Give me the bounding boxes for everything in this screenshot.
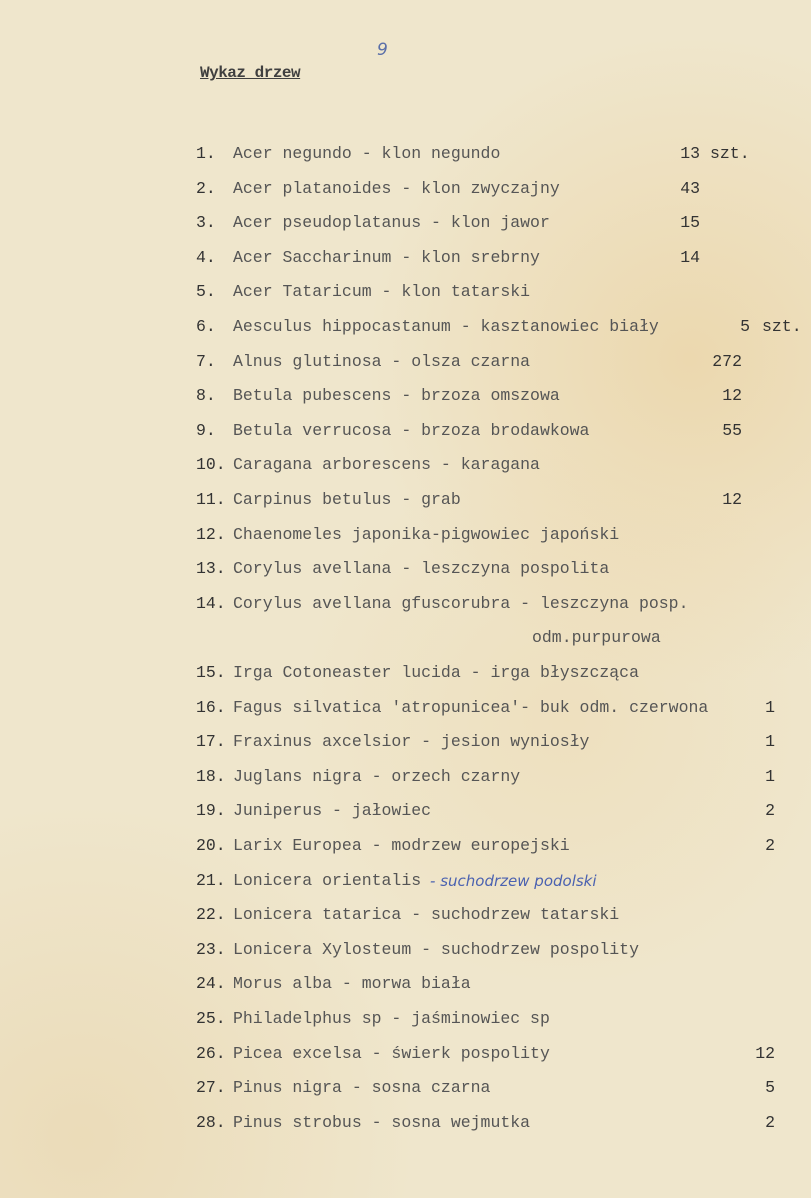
- item-count: 12: [755, 1043, 775, 1063]
- item-number: 13.: [196, 559, 226, 579]
- item-number: 15.: [196, 663, 226, 682]
- list-item: [0, 142, 811, 166]
- list-item: [0, 661, 811, 685]
- list-item: [0, 1042, 811, 1066]
- item-name: Acer pseudoplatanus - klon jawor: [233, 213, 550, 233]
- item-name: Acer negundo - klon negundo: [233, 144, 501, 163]
- item-name: Fraxinus axcelsior - jesion wyniosły: [233, 732, 590, 752]
- list-item: [0, 557, 811, 581]
- item-name: Pinus nigra - sosna czarna: [233, 1078, 491, 1098]
- document-title: Wykaz drzew: [200, 64, 301, 82]
- item-name: Caragana arborescens - karagana: [233, 455, 540, 475]
- item-number: 27.: [196, 1078, 226, 1098]
- item-name: Philadelphus sp - jaśminowiec sp: [233, 1009, 550, 1028]
- list-item: [0, 453, 811, 477]
- list-item: [0, 384, 811, 408]
- list-item: [0, 903, 811, 927]
- item-name: Larix Europea - modrzew europejski: [233, 836, 570, 855]
- item-number: 20.: [196, 836, 226, 855]
- item-name: Lonicera orientalis: [233, 870, 422, 890]
- item-name: Betula verrucosa - brzoza brodawkowa: [233, 420, 590, 440]
- item-count: 13: [680, 144, 700, 163]
- list-item: [0, 696, 811, 720]
- item-name: Acer Saccharinum - klon srebrny: [233, 247, 540, 267]
- item-name: Betula pubescens - brzoza omszowa: [233, 386, 560, 406]
- item-count: 2: [765, 1112, 775, 1132]
- item-count: 1: [765, 732, 775, 752]
- item-number: 5.: [196, 282, 216, 302]
- item-number: 7.: [196, 351, 216, 371]
- item-name: Carpinus betulus - grab: [233, 490, 461, 509]
- item-name: Lonicera Xylosteum - suchodrzew pospolity: [233, 939, 639, 959]
- item-name: Acer platanoides - klon zwyczajny: [233, 178, 560, 198]
- list-item: [0, 350, 811, 374]
- item-count: 2: [765, 836, 775, 855]
- list-item: [0, 1111, 811, 1135]
- item-number: 24.: [196, 974, 226, 994]
- item-number: 26.: [196, 1043, 226, 1063]
- list-item: [0, 211, 811, 235]
- list-item: [0, 869, 811, 893]
- item-number: 8.: [196, 386, 216, 406]
- list-item: [0, 488, 811, 512]
- item-number: 6.: [196, 317, 216, 336]
- item-name: Lonicera tatarica - suchodrzew tatarski: [233, 905, 620, 925]
- item-name: Alnus glutinosa - olsza czarna: [233, 351, 531, 371]
- list-item: [0, 1007, 811, 1031]
- item-count: 1: [765, 697, 775, 717]
- item-name: Irga Cotoneaster lucida - irga błyszcząca: [233, 663, 639, 682]
- list-item: [0, 938, 811, 962]
- item-number: 3.: [196, 213, 216, 233]
- item-count: 272: [712, 351, 742, 371]
- list-item: [0, 765, 811, 789]
- item-number: 11.: [196, 490, 226, 509]
- list-item: [0, 523, 811, 547]
- item-count: 15: [680, 213, 700, 233]
- item-count: 12: [722, 490, 742, 509]
- list-item: [0, 972, 811, 996]
- item-number: 28.: [196, 1112, 226, 1132]
- item-count: 12: [722, 386, 742, 406]
- item-name: Acer Tataricum - klon tatarski: [233, 282, 531, 302]
- item-name: Pinus strobus - sosna wejmutka: [233, 1112, 531, 1132]
- item-number: 18.: [196, 766, 226, 786]
- item-number: 1.: [196, 144, 216, 163]
- item-name: Chaenomeles japonika-pigwowiec japoński: [233, 524, 620, 544]
- item-count: 5: [765, 1078, 775, 1098]
- item-unit: szt.: [762, 317, 802, 336]
- item-name: Picea excelsa - świerk pospolity: [233, 1043, 550, 1063]
- item-number: 14.: [196, 593, 226, 613]
- item-number: 16.: [196, 697, 226, 717]
- list-item: [0, 177, 811, 201]
- item-count: 43: [680, 178, 700, 198]
- item-name: Aesculus hippocastanum - kasztanowiec biały: [233, 317, 659, 336]
- item-name: Juniperus - jałowiec: [233, 801, 432, 821]
- list-item: [0, 592, 811, 616]
- item-name-continuation: odm.purpurowa: [532, 628, 661, 648]
- item-name: Fagus silvatica 'atropunicea'- buk odm. czerwona: [233, 697, 709, 717]
- item-count: 55: [722, 420, 742, 440]
- list-item: [0, 419, 811, 443]
- list-item: [0, 834, 811, 858]
- item-number: 4.: [196, 247, 216, 267]
- item-number: 12.: [196, 524, 226, 544]
- item-name: Corylus avellana - leszczyna pospolita: [233, 559, 610, 579]
- item-unit: szt.: [710, 144, 750, 163]
- item-count: 14: [680, 247, 700, 267]
- item-number: 17.: [196, 732, 226, 752]
- item-number: 25.: [196, 1009, 226, 1028]
- item-number: 22.: [196, 905, 226, 925]
- item-number: 10.: [196, 455, 226, 475]
- page-number: 9: [377, 40, 388, 60]
- item-name: Morus alba - morwa biała: [233, 974, 471, 994]
- list-item-continuation: [0, 626, 811, 650]
- item-number: 23.: [196, 939, 226, 959]
- item-number: 9.: [196, 420, 216, 440]
- item-count: 5: [740, 317, 750, 336]
- item-number: 19.: [196, 801, 226, 821]
- item-name: Juglans nigra - orzech czarny: [233, 766, 521, 786]
- item-number: 2.: [196, 178, 216, 198]
- list-item: [0, 1076, 811, 1100]
- item-count: 1: [765, 766, 775, 786]
- item-name: Corylus avellana gfuscorubra - leszczyna posp.: [233, 593, 689, 613]
- list-item: [0, 315, 811, 339]
- list-item: [0, 280, 811, 304]
- list-item: [0, 246, 811, 270]
- item-number: 21.: [196, 870, 226, 890]
- list-item: [0, 799, 811, 823]
- handwritten-note: - suchodrzew podolski: [430, 871, 597, 890]
- list-item: [0, 730, 811, 754]
- item-count: 2: [765, 801, 775, 821]
